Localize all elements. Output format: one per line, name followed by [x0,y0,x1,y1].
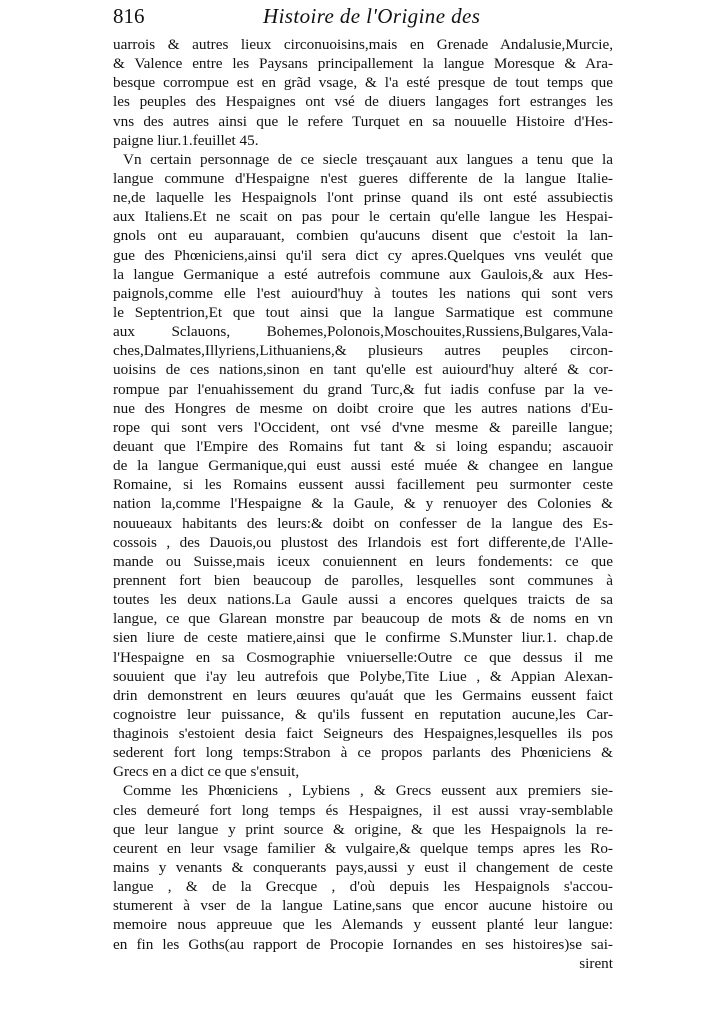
text-line: uoisins de ces nations,sinon en tant qu'elle est auiourd'huy alteré & cor- [113,361,613,379]
text-line: sien liure de ceste matiere,ainsi que le confirme S.Munster liur.1. chap.de [113,629,613,647]
text-line: prennent fort bien beaucoup de parolles, lesquelles sont communes à [113,571,613,589]
text-line: aux Italiens.Et ne scait on pas pour le certain qu'elle langue les Hespai- [113,208,613,226]
text-line: ceurent en leur vsage familier & vulgaire,& quelque temps apres les Ro- [113,839,613,857]
text-line: Romaine, si les Romains eussent aussi facillement peu surmonter ceste [113,476,613,494]
text-line: en fin les Goths(au rapport de Procopie Iornandes en ses histoires)se sai- [113,935,613,953]
text-line: drin demonstrent en leurs œuures qu'auát que les Germains eussent faict [113,686,613,704]
text-line: langue, ce que Glarean monstre par beaucoup de mots & de noms en vn [113,610,613,628]
text-line: vns des autres ainsi que le refere Turquet en sa nouuelle Histoire d'Hes- [113,112,613,130]
text-line: Grecs en a dict ce que s'ensuit, [113,763,300,781]
text-line: l'Hespaigne en sa Cosmographie vniuerselle:Outre ce que dessus il me [113,648,613,666]
text-line: gnols ont eu auparauant, combien qu'aucuns disent que c'estoit la lan- [113,227,613,245]
text-line: nouueaux habitants des leurs:& doibt on confesser de la langue des Es- [113,514,613,532]
text-line: rompue par l'enuahissement du grand Turc,& fut iadis confuse par la ve- [113,380,613,398]
text-line: langue commune d'Hespaigne n'est gueres differente de la langue Italie- [113,169,613,187]
body-text [113,35,613,973]
text-line: paigne liur.1.feuillet 45. [113,131,259,149]
text-line: cles demeuré fort long temps és Hespaignes, il est aussi vray-semblable [113,801,613,819]
text-line: paignols,comme elle l'est auiourd'huy à toutes les nations qui sont vers [113,284,613,302]
text-line: nue des Hongres de mesme on doibt croire que les autres nations d'Eu- [113,399,613,417]
text-line: rope qui sont vers l'Occident, ont vsé d'vne mesme & pareille langue; [113,418,613,436]
text-line: aux Sclauons, Bohemes,Polonois,Moschouites,Russiens,Bulgares,Vala- [113,323,613,341]
text-line: gue des Phœniciens,ainsi qu'il sera dict cy apres.Quelques vns veulét que [113,246,613,264]
text-line: la langue Germanique a esté autrefois commune aux Gaulois,& aux Hes- [113,265,613,283]
text-line: & Valence entre les Paysans principallement la langue Moresque & Ara- [113,55,613,73]
text-line: thaginois s'estoient desia faict Seigneurs des Hespaignes,lesquelles ils pos [113,725,613,743]
text-line: langue , & de la Grecque , d'où depuis les Hespaignols s'accou- [113,878,613,896]
text-line: mains y venants & conquerants pays,aussi y eust il changement de ceste [113,859,613,877]
page-number: 816 [113,4,145,28]
text-line: Comme les Phœniciens , Lybiens , & Grecs eussent aux premiers sie- [123,782,613,800]
text-line: memoire nous appreuue que les Alemands y eussent planté leur langue: [113,916,613,934]
text-line: stumerent à vser de la langue Latine,sans que encor aucune histoire ou [113,897,613,915]
text-line: uarrois & autres lieux circonuoisins,mais en Grenade Andalusie,Murcie, [113,36,613,53]
text-line: cossois , des Dauois,ou plustost des Irlandois est fort differente,de l'Alle- [113,533,613,551]
text-line: sederent fort long temps:Strabon à ce propos parlants des Phœniciens & [113,744,613,762]
text-line: deuant que l'Empire des Romains fut tant & si loing espandu; ascauoir [113,437,613,455]
text-line: toutes les deux nations.La Gaule aussi a encores quelques traicts de sa [113,591,613,609]
text-line: les peuples des Hespaignes ont vsé de diuers langages fort estranges les [113,93,613,111]
running-title: Histoire de l'Origine des [263,4,481,28]
text-line: ches,Dalmates,Illyriens,Lithuaniens,& plusieurs autres peuples circon- [113,342,613,360]
text-line: cognoistre leur puissance, & qu'ils fussent en reputation aucune,les Car- [113,705,613,723]
text-line: de la langue Germanique,qui eust aussi esté muée & changee en langue [113,457,613,475]
text-line: nation la,comme l'Hespaigne & la Gaule, & y renuoyer des Colonies & [113,495,613,513]
text-line: ne,de laquelle les Hespaignols l'ont prinse quand ils ont esté assubiectis [113,189,613,207]
page-header [113,3,613,31]
text-line: besque corrompue est en grãd vsage, & l'a esté presque de tout temps que [113,74,613,92]
catchword: sirent [579,954,613,972]
text-line: mande ou Suisse,mais iceux conuiennent en leurs fondements: ce que [113,552,613,570]
text-line: le Septentrion,Et que tout ainsi que la langue Sarmatique est commune [113,303,613,321]
text-line: que leur langue y print source & origine, & que les Hespaignols la re- [113,820,613,838]
text-line: souuient que i'ay leu autrefois que Polybe,Tite Liue , & Appian Alexan- [113,667,613,685]
text-line: Vn certain personnage de ce siecle tresçauant aux langues a tenu que la [123,150,613,168]
